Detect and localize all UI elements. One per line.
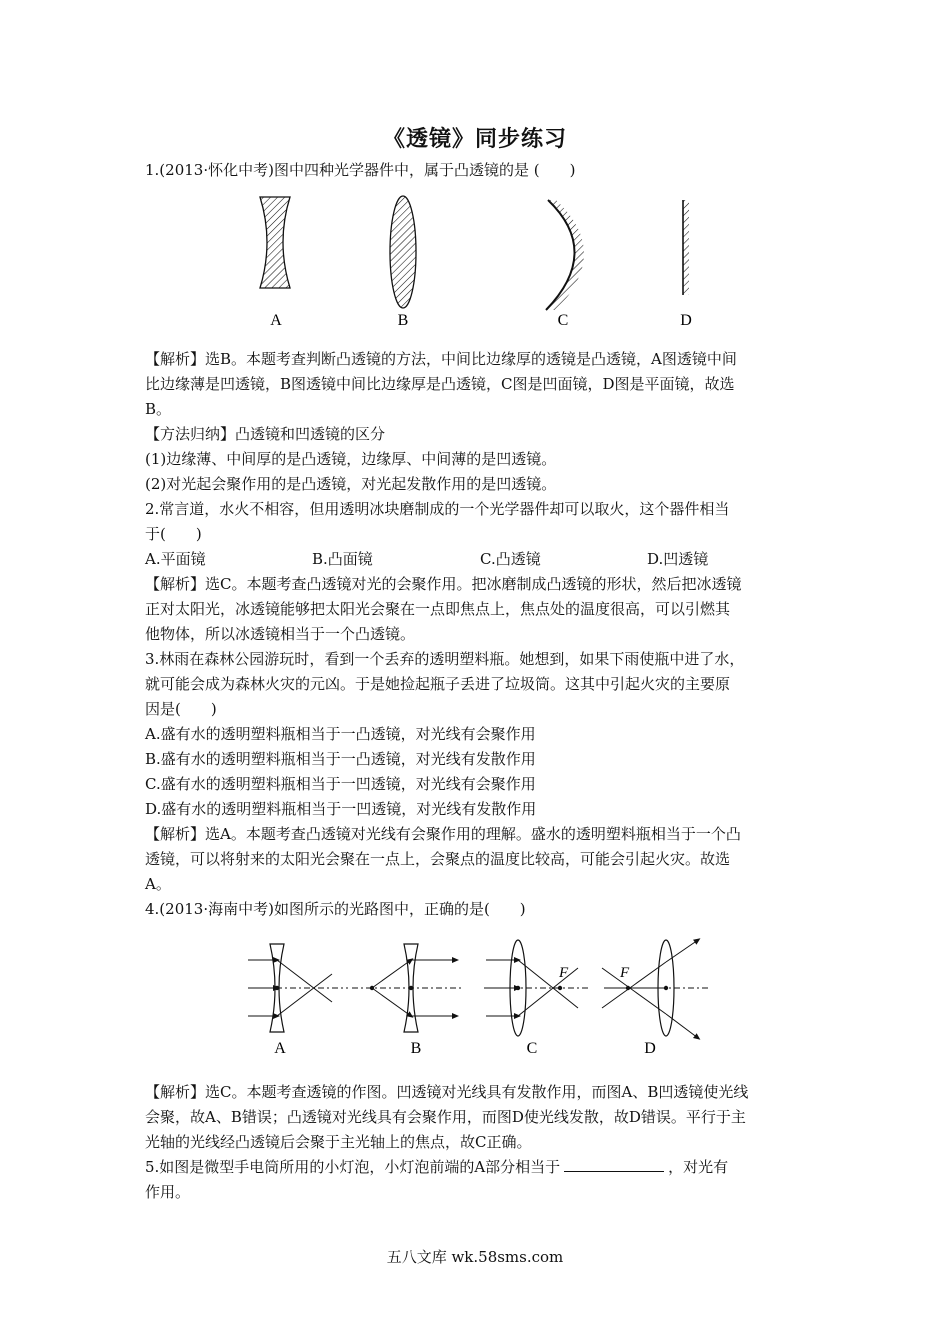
q3-option-b: B.盛有水的透明塑料瓶相当于一凸透镜，对光线有发散作用 <box>145 750 536 768</box>
q1-label-c: C <box>557 312 569 329</box>
q4-focus-label-c: F <box>559 965 569 981</box>
q2-stem-line-2: 于( ) <box>145 525 202 543</box>
q4-panel-a <box>248 944 348 1057</box>
q1-method-line-1: (1)边缘薄、中间厚的是凸透镜，边缘厚、中间薄的是凹透镜。 <box>145 450 557 468</box>
q3-stem-line-1: 3.林雨在森林公园游玩时，看到一个丢弃的透明塑料瓶。她想到，如果下雨使瓶中进了水， <box>145 650 745 668</box>
q4-label-a: A <box>274 1040 286 1057</box>
q1-analysis-line-2: 比边缘薄是凹透镜，B图透镜中间比边缘厚是凸透镜，C图是凹面镜，D图是平面镜，故选 <box>145 375 735 393</box>
q5-answer-blank[interactable] <box>564 1155 664 1172</box>
q4-panel-c <box>484 940 590 1057</box>
q3-stem-line-2: 就可能会成为森林火灾的元凶。于是她捡起瓶子丢进了垃圾筒。这其中引起火灾的主要原 <box>145 675 731 693</box>
q3-stem-line-3: 因是( ) <box>145 700 217 718</box>
q5-stem-part-b: ，对光有 <box>668 1158 729 1176</box>
q2-option-b: B.凸面镜 <box>312 550 373 568</box>
concave-lens-icon <box>260 197 290 288</box>
q5-stem-part-a: 5.如图是微型手电筒所用的小灯泡，小灯泡前端的A部分相当于 <box>145 1158 561 1176</box>
q5-stem-line-2: 作用。 <box>145 1183 191 1201</box>
q2-stem-line-1: 2.常言道，水火不相容，但用透明冰块磨制成的一个光学器件却可以取火，这个器件相当 <box>145 500 730 518</box>
q4-figure <box>240 932 720 1067</box>
q4-label-d: D <box>644 1040 656 1057</box>
q5-stem-line-1 <box>145 1155 825 1180</box>
q3-analysis-line-2: 透镜，可以将射来的太阳光会聚在一点上，会聚点的温度比较高，可能会引起火灾。故选 <box>145 850 731 868</box>
q1-figure <box>240 192 720 337</box>
q2-analysis-line-2: 正对太阳光，冰透镜能够把太阳光会聚在一点即焦点上，焦点处的温度很高，可以引燃其 <box>145 600 731 618</box>
q4-label-c: C <box>526 1040 538 1057</box>
q2-analysis-line-1: 【解析】选C。本题考查凸透镜对光的会聚作用。把冰磨制成凸透镜的形状，然后把冰透镜 <box>145 575 742 593</box>
q4-analysis-line-2: 会聚，故A、B错误；凸透镜对光线具有会聚作用，而图D使光线发散，故D错误。平行于主 <box>145 1108 746 1126</box>
q4-analysis-line-1: 【解析】选C。本题考查透镜的作图。凹透镜对光线具有发散作用，而图A、B凹透镜使光线 <box>145 1083 749 1101</box>
q4-focus-label-d: F <box>620 965 630 981</box>
q1-label-b: B <box>397 312 409 329</box>
q4-stem: 4.(2013·海南中考)如图所示的光路图中，正确的是( ) <box>145 900 526 918</box>
q2-option-c: C.凸透镜 <box>480 550 541 568</box>
q3-analysis-line-1: 【解析】选A。本题考查凸透镜对光线有会聚作用的理解。盛水的透明塑料瓶相当于一个凸 <box>145 825 741 843</box>
q3-option-a: A.盛有水的透明塑料瓶相当于一凸透镜，对光线有会聚作用 <box>145 725 536 743</box>
q4-panel-b <box>352 944 464 1057</box>
q1-analysis-line-3: B。 <box>145 400 172 418</box>
convex-lens-icon <box>390 196 416 308</box>
q1-method-line-2: (2)对光起会聚作用的是凸透镜，对光起发散作用的是凹透镜。 <box>145 475 557 493</box>
page-title: 《透镜》同步练习 <box>382 127 567 152</box>
q4-panel-d <box>602 940 710 1057</box>
q1-label-a: A <box>270 312 282 329</box>
q4-analysis-line-3: 光轴的光线经凸透镜后会聚于主光轴上的焦点，故C正确。 <box>145 1133 532 1151</box>
q4-label-b: B <box>410 1040 422 1057</box>
q3-analysis-line-3: A。 <box>145 875 171 893</box>
q1-label-d: D <box>680 312 692 329</box>
page-footer: 五八文库 wk.58sms.com <box>386 1248 564 1266</box>
q1-method-title: 【方法归纳】凸透镜和凹透镜的区分 <box>145 425 386 443</box>
q1-analysis-line-1: 【解析】选B。本题考查判断凸透镜的方法，中间比边缘厚的透镜是凸透镜，A图透镜中间 <box>145 350 737 368</box>
q3-option-d: D.盛有水的透明塑料瓶相当于一凹透镜，对光线有发散作用 <box>145 800 537 818</box>
q2-option-a: A.平面镜 <box>145 550 206 568</box>
q2-analysis-line-3: 他物体，所以冰透镜相当于一个凸透镜。 <box>145 625 416 643</box>
q2-option-d: D.凹透镜 <box>647 550 709 568</box>
q3-option-c: C.盛有水的透明塑料瓶相当于一凹透镜，对光线有会聚作用 <box>145 775 536 793</box>
q1-stem: 1.(2013·怀化中考)图中四种光学器件中，属于凸透镜的是 ( ) <box>145 161 576 179</box>
